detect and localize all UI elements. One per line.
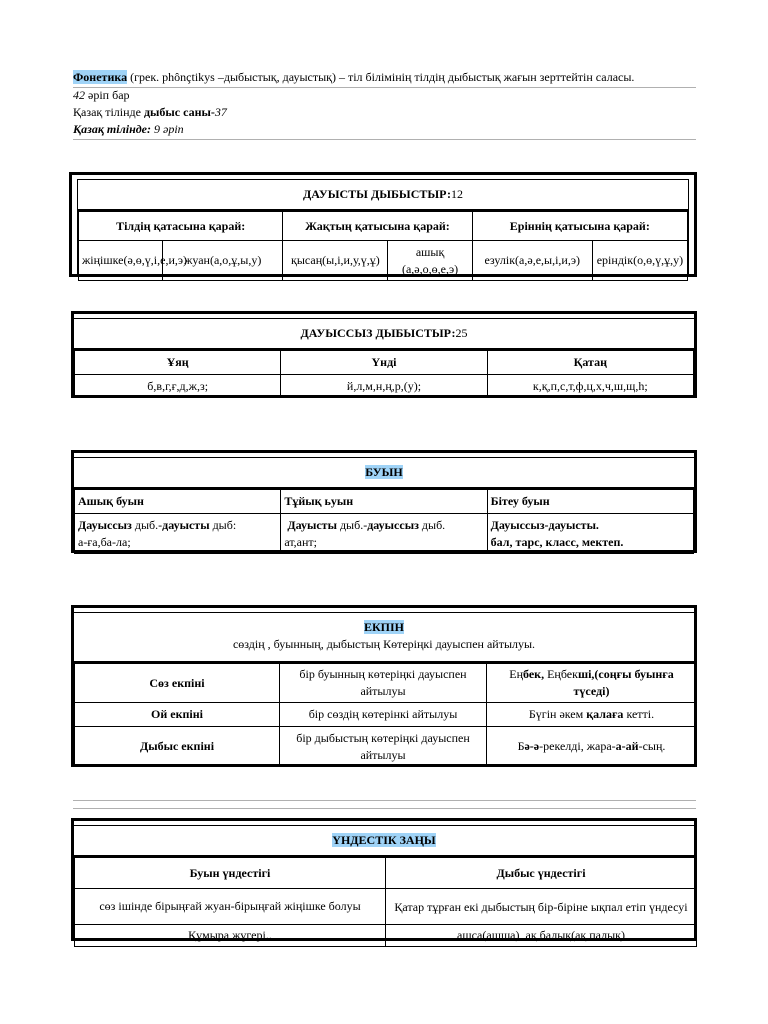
consonants-cell: й,л,м,н,ң,р,(у);	[281, 375, 487, 398]
harmony-frame	[71, 818, 697, 941]
stress-desc: бір дыбыстың көтеріңкі дауыспен айтылуы	[280, 727, 487, 767]
stress-row	[75, 663, 697, 703]
vowels-table	[78, 209, 688, 281]
sound-label: дыбыс саны-	[143, 105, 215, 119]
syllable-cell	[487, 514, 693, 554]
stress-desc: бір сөздің көтерінкі айтылуы	[280, 703, 487, 727]
consonants-data-row	[75, 375, 694, 398]
harmony-cell: ашса(ашша), ақ балық(ақ палық)	[386, 925, 697, 947]
consonants-header-row	[75, 350, 694, 375]
vowels-cell: езулік(а,ә,е,ы,і,и,э)	[472, 241, 592, 281]
syllable-term: дауысты	[162, 517, 210, 532]
stress-row	[75, 727, 697, 767]
stress-desc: бір буынның көтеріңкі дауыспен айтылуы	[280, 663, 487, 703]
harmony-data-row	[75, 889, 697, 925]
vowels-cell: ашық (а,ә,о,ө,е,э)	[388, 241, 472, 281]
harmony-title	[74, 826, 694, 855]
divider	[73, 808, 696, 809]
vowels-header: Еріннің қатысына қарай:	[472, 211, 687, 241]
harmony-cell: сөз ішінде бірыңғай жуан-бірыңғай жіңішке болуы	[75, 889, 386, 925]
vowels-cell: еріндік(о,ө,ү,ұ,у)	[592, 241, 687, 281]
letters-text: әріп бар	[85, 88, 130, 102]
syllable-header: Бітеу буын	[487, 489, 693, 514]
syllable-table	[74, 487, 694, 554]
syllable-cell	[281, 514, 487, 554]
stress-example: Бә-ә-рекелді, жара-а-ай-сың.	[487, 727, 697, 767]
stress-subtitle: сөздің , буынның, дыбыстың Көтеріңкі дауыспен айтылуы.	[232, 637, 536, 651]
stress-example: Бүгін әкем қалаға кетті.	[487, 703, 697, 727]
harmony-header: Буын үндестігі	[75, 857, 386, 889]
vowels-frame	[69, 172, 697, 277]
vowels-title-text: ДАУЫСТЫ ДЫБЫСТЫР:	[303, 187, 451, 201]
syllable-cell	[75, 514, 281, 554]
stress-table	[74, 661, 697, 767]
consonants-cell: к,қ,п,с,т,ф,ц,х,ч,ш,щ,һ;	[487, 375, 693, 398]
vowels-cell: қысаң(ы,і,и,у,ү,ұ)	[283, 241, 388, 281]
stress-title-text: ЕКПІН	[363, 620, 405, 634]
letters-count-row	[73, 87, 696, 104]
syllable-title-text: БУЫН	[365, 465, 403, 479]
harmony-title-text: ҮНДЕСТІК ЗАҢЫ	[332, 833, 436, 847]
stress-name: Дыбыс екпіні	[75, 727, 280, 767]
harmony-header-row	[75, 857, 697, 889]
syllable-data-row	[75, 514, 694, 554]
syllable-title	[74, 458, 694, 487]
syllable-term: Дауыссыз	[78, 517, 132, 532]
consonants-header: Ұяң	[75, 350, 281, 375]
harmony-header: Дыбыс үндестігі	[386, 857, 697, 889]
syllable-example: ат,ант;	[284, 534, 318, 549]
syllable-term: Дауысты	[287, 517, 337, 532]
divider	[73, 139, 696, 140]
divider	[73, 800, 696, 801]
syllable-term: Дауыссыз-дауысты.	[490, 517, 599, 532]
vowels-header: Тілдің қатасына қарай:	[79, 211, 283, 241]
vowels-count: 12	[450, 187, 463, 201]
letters-kz-row	[73, 121, 696, 138]
consonants-inner	[73, 318, 695, 398]
vowels-cell: жіңішке(ә,ө,ү,і,е,и,э)	[79, 241, 163, 281]
sound-count-row	[73, 104, 696, 121]
harmony-cell: Қатар тұрған екі дыбыстың бір-біріне ықпал етіп үндесуі	[386, 889, 697, 925]
letters-kz-value: 9 әріп	[151, 122, 184, 136]
harmony-data-row	[75, 925, 697, 947]
syllable-term: дауыссыз	[367, 517, 419, 532]
syllable-text: дыб.-	[336, 517, 368, 532]
letters-kz-label: Қазақ тілінде:	[73, 122, 151, 136]
stress-name: Сөз екпіні	[75, 663, 280, 703]
term-highlight: Фонетика	[73, 70, 128, 84]
syllable-example: а-ға,ба-ла;	[78, 534, 131, 549]
vowels-cell: жуан(а,о,ұ,ы,у)	[163, 241, 283, 281]
consonants-frame	[71, 311, 697, 398]
syllable-header: Ашық буын	[75, 489, 281, 514]
consonants-header: Үнді	[281, 350, 487, 375]
stress-row	[75, 703, 697, 727]
syllable-frame	[71, 450, 697, 553]
consonants-title	[74, 319, 694, 348]
stress-name: Ой екпіні	[75, 703, 280, 727]
consonants-count: 25	[455, 326, 468, 340]
syllable-text: дыб.-	[131, 517, 163, 532]
vowels-data-row	[79, 241, 688, 281]
consonants-cell: б,в,г,ғ,д,ж,з;	[75, 375, 281, 398]
consonants-title-text: ДАУЫССЫЗ ДЫБЫСТЫР:	[300, 326, 456, 340]
syllable-header: Тұйық ьуын	[281, 489, 487, 514]
harmony-inner	[73, 825, 695, 941]
stress-inner	[73, 612, 695, 767]
vowels-header-row	[79, 211, 688, 241]
consonants-table	[74, 348, 694, 398]
harmony-cell: Құмыра,жүгері..	[75, 925, 386, 947]
vowels-title	[78, 180, 688, 209]
vowels-inner	[77, 179, 689, 277]
intro-definition	[73, 69, 696, 86]
stress-example: Еңбек, Еңбекші,(соңғы буынға түседі)	[487, 663, 697, 703]
sound-prefix: Қазақ тілінде	[73, 105, 144, 119]
vowels-header: Жақтың қатысына қарай:	[283, 211, 472, 241]
sound-count: 37	[214, 105, 227, 119]
harmony-table	[74, 855, 697, 947]
syllable-header-row	[75, 489, 694, 514]
syllable-inner	[73, 457, 695, 553]
syllable-example: бал, тарс, класс, мектеп.	[490, 534, 624, 549]
syllable-text: дыб:	[209, 517, 237, 532]
definition-text: (грек. phônçtikys –дыбыстық, дауыстық) – тіл білімінің тілдің дыбыстық жағын зерттейтін саласы.	[127, 70, 635, 84]
letters-count: 42	[73, 88, 85, 102]
consonants-header: Қатаң	[487, 350, 693, 375]
stress-frame	[71, 605, 697, 767]
syllable-text: дыб.	[418, 517, 446, 532]
stress-title	[74, 613, 694, 661]
